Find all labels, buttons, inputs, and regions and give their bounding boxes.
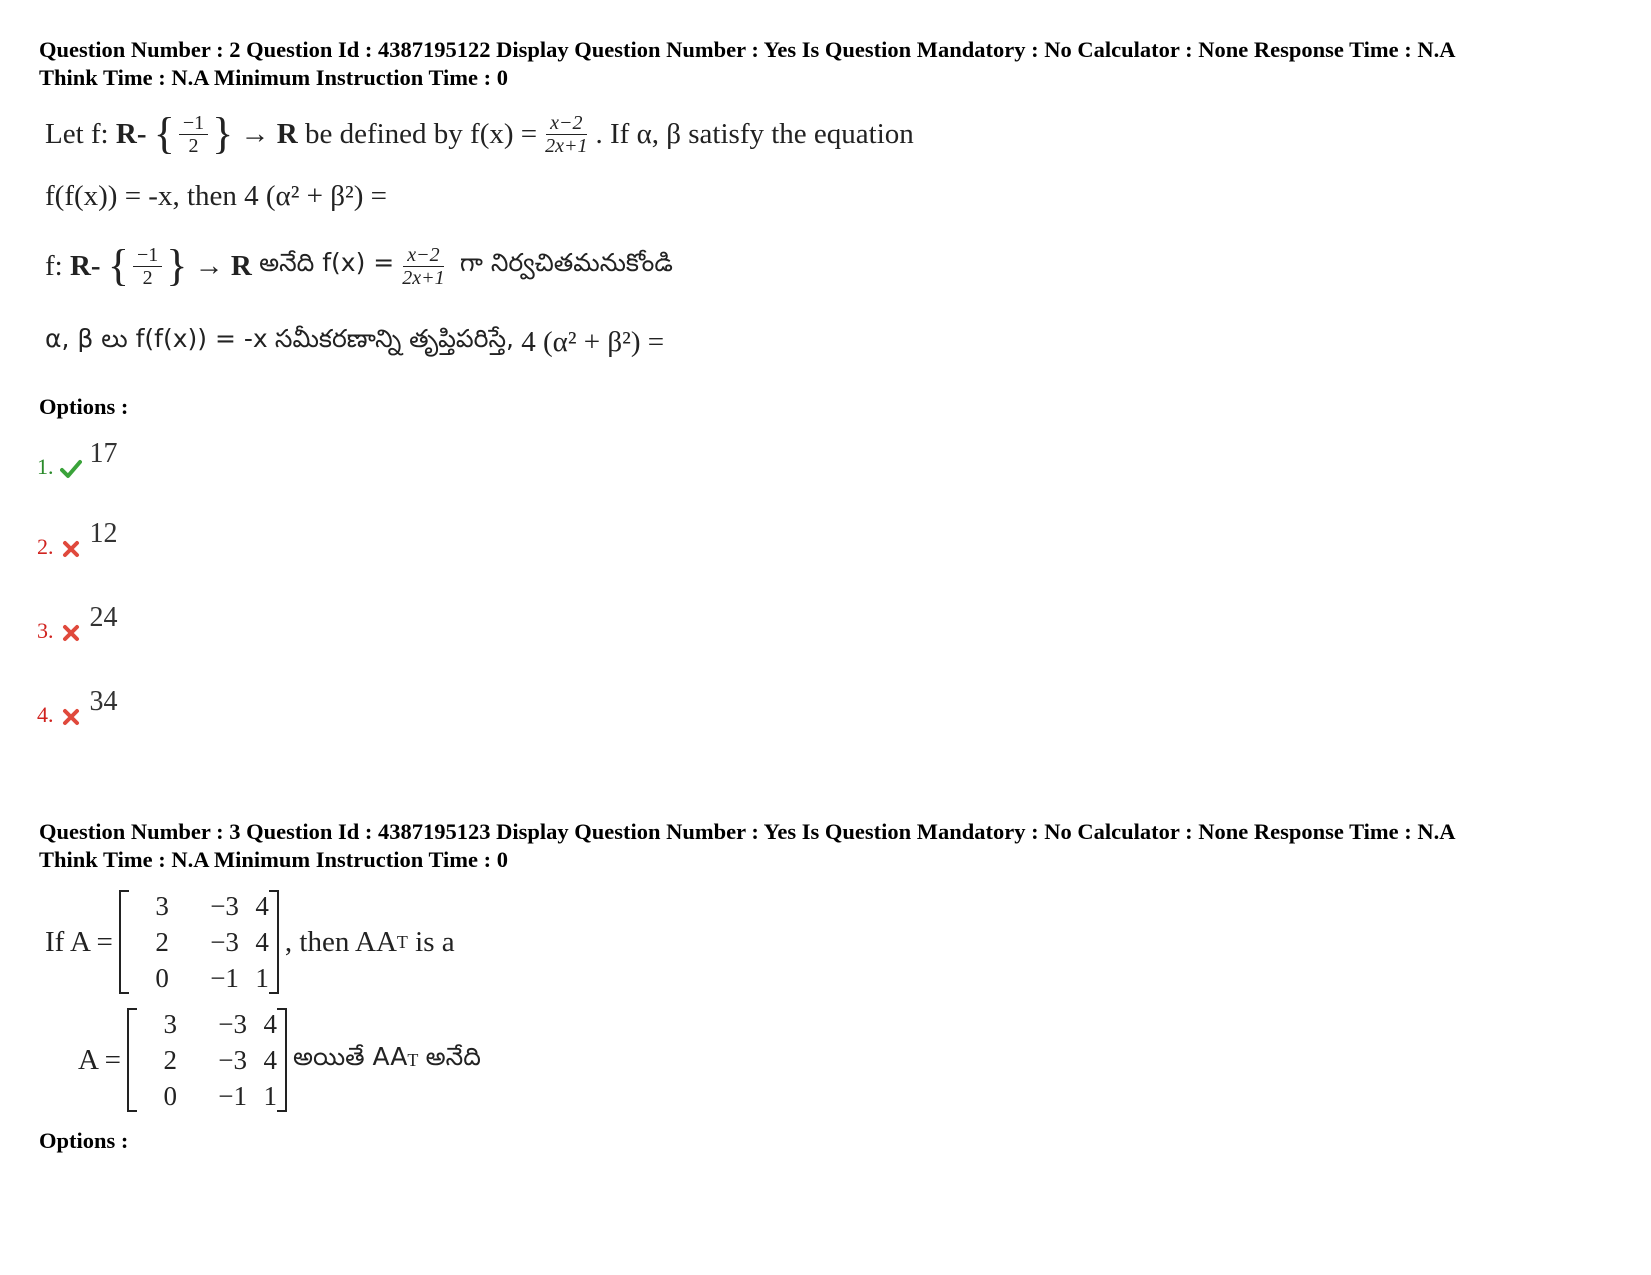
q2-te-line2-c: 4 (α² + β²) = [521, 325, 665, 358]
q2-excl-num: −1 [179, 112, 208, 135]
matrix-cell: 4 [255, 927, 269, 957]
q2-te-excl-num: −1 [133, 244, 162, 267]
q2-option-1 [37, 438, 118, 480]
q2-te-line2-b: సమీకరణాన్ని తృప్తిపరిస్తే, [274, 324, 514, 353]
q2-te-fx-num: x−2 [403, 244, 443, 267]
q3-te-sup: T [407, 1049, 419, 1070]
q3-en-sup: T [396, 931, 408, 952]
matrix-cell: 2 [155, 927, 169, 957]
cross-icon [60, 622, 82, 644]
q2-english-line1 [45, 104, 914, 164]
matrix-cell: 4 [263, 1045, 277, 1075]
q2-option-3-value: 24 [89, 602, 118, 633]
q2-fx-den: 2x+1 [545, 134, 588, 157]
q3-te-prefix: A = [78, 1043, 121, 1076]
q3-english-line [45, 888, 455, 996]
matrix-cell: −1 [218, 1081, 247, 1111]
q2-te-fx-den: 2x+1 [402, 266, 445, 289]
q2-option-3-number: 3. [37, 618, 54, 643]
q2-english-line2 [45, 176, 387, 216]
question-3-header-line2: Think Time : N.A Minimum Instruction Time : 0 [39, 847, 509, 872]
q3-te-suffix: అయితే AA [292, 1042, 408, 1071]
question-2-header-line2: Think Time : N.A Minimum Instruction Time : 0 [39, 65, 509, 90]
q2-let-text: Let f: [45, 117, 109, 150]
q2-option-2-value: 12 [89, 518, 118, 549]
matrix-cell: −1 [210, 963, 239, 993]
q2-te-minus: - [90, 249, 101, 282]
matrix-cell: −3 [218, 1009, 247, 1039]
q2-option-2-number: 2. [37, 534, 54, 559]
matrix-right-bracket [277, 1008, 287, 1112]
matrix-cell: 4 [263, 1009, 277, 1039]
checkmark-icon [60, 458, 82, 480]
matrix-cell: −3 [218, 1045, 247, 1075]
q3-matrix-a [119, 888, 279, 996]
matrix-cell: 2 [163, 1045, 177, 1075]
q3-te-matrix-a [127, 1006, 287, 1114]
matrix-cell: 0 [163, 1081, 177, 1111]
q3-te-tail: అనేది [425, 1042, 481, 1071]
q2-te-arrow-r: → R [194, 249, 252, 282]
q2-te-excluded-set: { $\frac{-1}{2}$ } [107, 241, 188, 290]
q2-option-1-number: 1. [37, 454, 54, 479]
q2-be-defined: be defined by f(x) = [304, 117, 538, 150]
q2-english-line2-text: f(f(x)) = -x, then 4 (α² + β²) = [45, 179, 387, 212]
matrix-cell: 1 [263, 1081, 277, 1111]
q2-te-line2-a: α, β లు f(f(x)) = -x [45, 324, 268, 353]
q2-telugu-line2 [45, 322, 664, 362]
matrix-cell: 4 [255, 891, 269, 921]
question-3-header [39, 818, 1629, 874]
q3-en-prefix: If A = [45, 925, 113, 958]
matrix-cell: 0 [155, 963, 169, 993]
q2-te-f: f: [45, 249, 63, 282]
cross-icon [60, 706, 82, 728]
q2-minus: - [136, 117, 147, 150]
q3-en-suffix: , then AA [284, 925, 397, 958]
matrix-cell: 3 [155, 891, 169, 921]
matrix-cell: 1 [255, 963, 269, 993]
q2-fx-fraction [541, 112, 591, 157]
q2-telugu-line1 [45, 236, 673, 296]
q2-excluded-set: { $\frac{-1}{2}$ } [153, 109, 234, 158]
cross-icon [60, 538, 82, 560]
question-2-header [39, 36, 1629, 92]
matrix-cell: −3 [210, 891, 239, 921]
q2-te-excl-den: 2 [142, 266, 153, 289]
q2-option-4 [37, 686, 118, 728]
q3-options-label: Options : [39, 1128, 129, 1153]
q3-telugu-line [78, 1006, 481, 1114]
q2-te-fx-fraction [398, 244, 448, 289]
matrix-right-bracket [269, 890, 279, 994]
matrix-left-bracket [127, 1008, 137, 1112]
q2-if-text: . If α, β satisfy the equation [595, 117, 914, 150]
q2-excl-den: 2 [188, 134, 199, 157]
q2-option-4-value: 34 [89, 686, 118, 717]
q2-option-3 [37, 602, 118, 644]
question-2-header-line1: Question Number : 2 Question Id : 4387195122 Display Question Number : Yes Is Question Mandatory : No Calculator : None Response Time : N.A [39, 37, 1456, 62]
matrix-cell: −3 [210, 927, 239, 957]
question-3-header-line1: Question Number : 3 Question Id : 4387195123 Display Question Number : Yes Is Question Mandatory : No Calculator : None Response Time : N.A [39, 819, 1456, 844]
q2-option-2 [37, 518, 118, 560]
q2-option-4-number: 4. [37, 702, 54, 727]
q2-set-r: R [115, 117, 137, 150]
q2-arrow-r: → R [240, 117, 298, 150]
q2-fx-num: x−2 [546, 112, 586, 135]
matrix-left-bracket [119, 890, 129, 994]
q2-te-anedi: అనేది f(x) = [259, 248, 395, 277]
matrix-cell: 3 [163, 1009, 177, 1039]
q2-option-1-value: 17 [89, 438, 118, 469]
q3-en-tail: is a [415, 925, 455, 958]
q2-options-label: Options : [39, 394, 129, 419]
q2-te-ga: గా నిర్వచితమనుకోండి [459, 248, 673, 277]
q2-te-set-r: R [69, 249, 91, 282]
